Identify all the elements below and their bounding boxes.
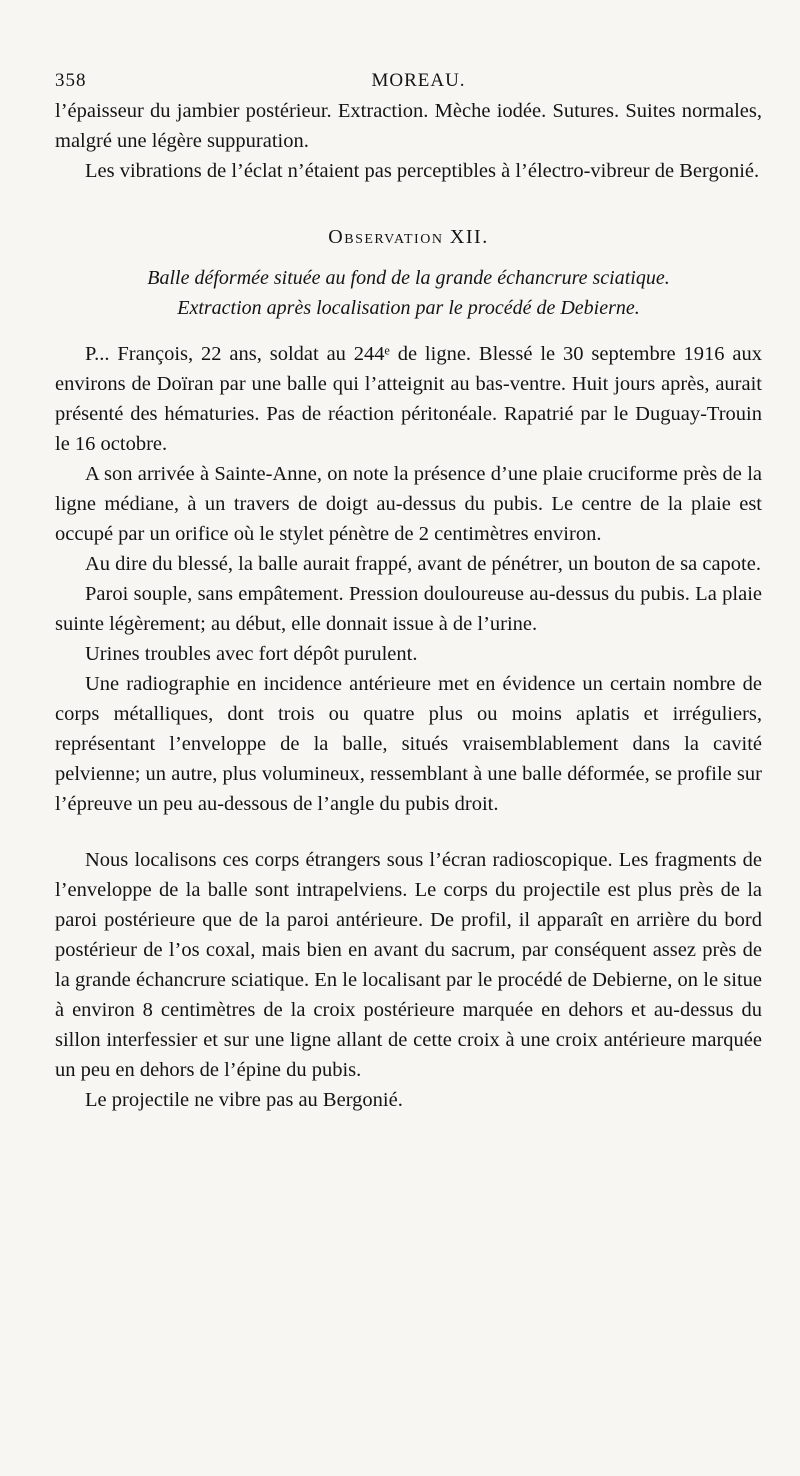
paragraph-continued: l’épaisseur du jambier postérieur. Extraction. Mèche iodée. Sutures. Suites normales, malgré une légère suppuration. [55, 100, 762, 152]
paragraph-localization: Nous localisons ces corps étrangers sous l’écran radioscopique. Les fragments de l’enveloppe de la balle sont intrapelviens. Le corps du projectile est plus près de la paroi postérieure que de la paroi antérieure. De profil, il apparaît en arrière du bord postérieur de l’os coxal, mais bien en avant du sacrum, par conséquent assez près de la grande échancrure sciatique. En le localisant par le procédé de Debierne, on le situe à environ 8 centimètres de la croix postérieure marquée en dehors et au-dessus du sillon interfessier et sur une ligne allant de cette croix à une croix antérieure marquée un peu en dehors de l’épine du pubis. [55, 849, 762, 1081]
observation-title: Observation XII. [328, 226, 489, 248]
paragraph-arrival: A son arrivée à Sainte-Anne, on note la présence d’une plaie cruciforme près de la ligne médiane, à un travers de doigt au-dessus du pubis. Le centre de la plaie est occupé par un orifice où le stylet pénètre de 2 centimètres environ. [55, 463, 762, 545]
running-head [55, 62, 762, 96]
paragraph-testimony: Au dire du blessé, la balle aurait frappé, avant de pénétrer, un bouton de sa capote. [85, 553, 761, 575]
page-number: 358 [55, 70, 87, 91]
observation-subtitle-line-2: Extraction après localisation par le procédé de Debierne. [177, 297, 640, 319]
paragraph-patient: P... François, 22 ans, soldat au 244ᵉ de ligne. Blessé le 30 septembre 1916 aux environs de Doïran par une balle qui l’atteignit au bas-ventre. Huit jours après, aurait présenté des hématuries. Pas de réaction péritonéale. Rapatrié par le Duguay-Trouin le 16 octobre. [55, 343, 762, 455]
observation-subtitle-line-1: Balle déformée située au fond de la grande échancrure sciatique. [147, 267, 670, 289]
paragraph-gap [55, 819, 762, 845]
running-title: MOREAU. [371, 70, 466, 91]
paragraph-abdomen: Paroi souple, sans empâtement. Pression douloureuse au-dessus du pubis. La plaie suinte légèrement; au début, elle donnait issue à de l’urine. [55, 583, 762, 635]
paragraph-radiograph: Une radiographie en incidence antérieure met en évidence un certain nombre de corps métalliques, dont trois ou quatre plus ou moins aplatis et irréguliers, représentant l’enveloppe de la balle, situés vraisemblablement dans la cavité pelvienne; un autre, plus volumineux, ressemblant à une balle déformée, se profile sur l’épreuve un peu au-dessous de l’angle du pubis droit. [55, 673, 762, 815]
paragraph-vibrations: Les vibrations de l’éclat n’étaient pas perceptibles à l’électro-vibreur de Bergonié. [85, 160, 760, 182]
observation-subtitle [55, 263, 762, 323]
paragraph-conclusion: Le projectile ne vibre pas au Bergonié. [85, 1089, 403, 1111]
paragraph-urine: Urines troubles avec fort dépôt purulent. [85, 643, 418, 665]
